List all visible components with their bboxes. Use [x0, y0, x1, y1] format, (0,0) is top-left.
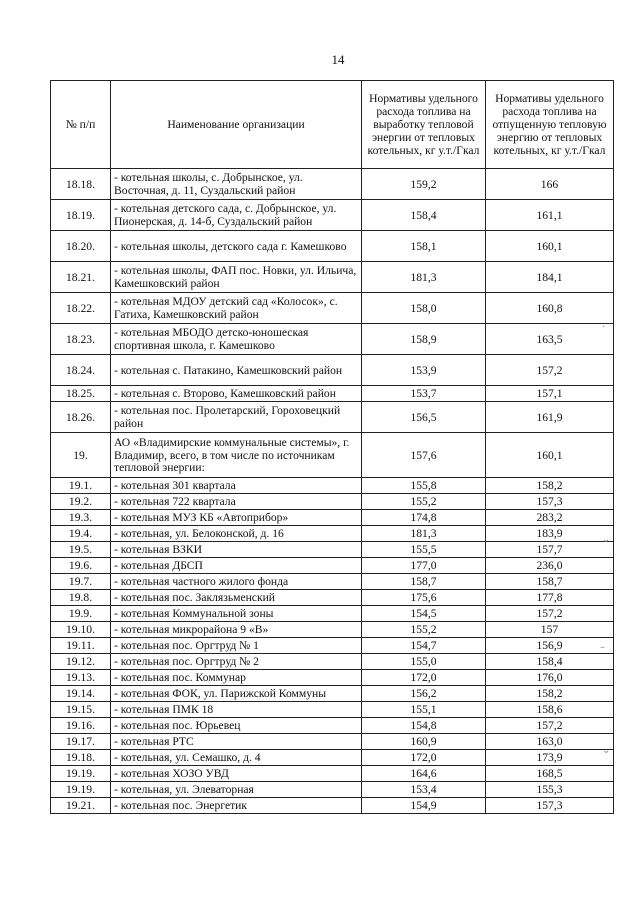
production-norm-value: 155,2	[362, 494, 486, 510]
organization-name: - котельная с. Второво, Камешковский район	[111, 386, 362, 402]
production-norm-value: 160,9	[362, 734, 486, 750]
released-norm-value: 157,2	[486, 606, 614, 622]
production-norm-value: 181,3	[362, 526, 486, 542]
organization-name: - котельная микрорайона 9 «В»	[111, 622, 362, 638]
production-norm-value: 175,6	[362, 590, 486, 606]
fuel-norms-table	[50, 80, 614, 814]
organization-name: - котельная детского сада, с. Добрынское, ул. Пионерская, д. 14-б, Суздальский район	[111, 200, 362, 231]
row-number: 19.1.	[51, 478, 111, 494]
organization-name: - котельная школы, детского сада г. Камешково	[111, 231, 362, 262]
row-number: 18.24.	[51, 355, 111, 386]
row-number: 19.18.	[51, 750, 111, 766]
released-norm-value: 160,1	[486, 433, 614, 478]
table-row	[51, 402, 614, 433]
organization-name: - котельная ДБСП	[111, 558, 362, 574]
organization-name: - котельная ВЗКИ	[111, 542, 362, 558]
header-production-norm: Нормативы удельного расхода топлива на выработку тепловой энергии от тепловых котельных, кг у.т./Гкал	[362, 81, 486, 169]
row-number: 19.9.	[51, 606, 111, 622]
organization-name: - котельная пос. Оргтруд № 2	[111, 654, 362, 670]
released-norm-value: 160,1	[486, 231, 614, 262]
released-norm-value: 157,1	[486, 386, 614, 402]
production-norm-value: 158,4	[362, 200, 486, 231]
scan-mark: ⌄	[602, 745, 611, 756]
production-norm-value: 154,7	[362, 638, 486, 654]
released-norm-value: 176,0	[486, 670, 614, 686]
production-norm-value: 158,0	[362, 293, 486, 324]
organization-name: - котельная пос. Коммунар	[111, 670, 362, 686]
released-norm-value: 155,3	[486, 782, 614, 798]
row-number: 18.19.	[51, 200, 111, 231]
table-row	[51, 654, 614, 670]
released-norm-value: 183,9	[486, 526, 614, 542]
table-row	[51, 355, 614, 386]
released-norm-value: 156,9	[486, 638, 614, 654]
organization-name: - котельная пос. Оргтруд № 1	[111, 638, 362, 654]
table-row	[51, 574, 614, 590]
released-norm-value: 157,3	[486, 798, 614, 814]
organization-name: - котельная 722 квартала	[111, 494, 362, 510]
released-norm-value: 166	[486, 169, 614, 200]
row-number: 18.26.	[51, 402, 111, 433]
row-number: 19.17.	[51, 734, 111, 750]
production-norm-value: 153,4	[362, 782, 486, 798]
organization-name: - котельная школы, ФАП пос. Новки, ул. Ильича, Камешковский район	[111, 262, 362, 293]
row-number: 19.2.	[51, 494, 111, 510]
table-row	[51, 622, 614, 638]
table-row	[51, 200, 614, 231]
row-number: 18.20.	[51, 231, 111, 262]
table-row	[51, 433, 614, 478]
row-number: 19.19.	[51, 766, 111, 782]
row-number: 19.11.	[51, 638, 111, 654]
table-row	[51, 734, 614, 750]
production-norm-value: 155,2	[362, 622, 486, 638]
table-row	[51, 293, 614, 324]
table-row	[51, 638, 614, 654]
production-norm-value: 155,0	[362, 654, 486, 670]
production-norm-value: 158,9	[362, 324, 486, 355]
page-number: 14	[331, 52, 345, 67]
row-number: 18.21.	[51, 262, 111, 293]
organization-name: - котельная МУЗ КБ «Автоприбор»	[111, 510, 362, 526]
organization-name: - котельная пос. Пролетарский, Гороховецкий район	[111, 402, 362, 433]
production-norm-value: 159,2	[362, 169, 486, 200]
production-norm-value: 154,9	[362, 798, 486, 814]
table-row	[51, 606, 614, 622]
organization-name: - котельная пос. Заклязьменский	[111, 590, 362, 606]
released-norm-value: 157,2	[486, 355, 614, 386]
organization-name: - котельная ФОК, ул. Парижской Коммуны	[111, 686, 362, 702]
table-row	[51, 510, 614, 526]
row-number: 19.16.	[51, 718, 111, 734]
production-norm-value: 158,7	[362, 574, 486, 590]
table-row	[51, 590, 614, 606]
production-norm-value: 153,7	[362, 386, 486, 402]
organization-name: - котельная 301 квартала	[111, 478, 362, 494]
organization-name: - котельная МДОУ детский сад «Колосок», с. Гатиха, Камешковский район	[111, 293, 362, 324]
row-number: 19.5.	[51, 542, 111, 558]
row-number: 19.15.	[51, 702, 111, 718]
released-norm-value: 158,2	[486, 686, 614, 702]
organization-name: АО «Владимирские коммунальные системы», г. Владимир, всего, в том числе по источникам тепловой энергии:	[111, 433, 362, 478]
released-norm-value: 236,0	[486, 558, 614, 574]
scan-mark: –	[600, 642, 605, 653]
organization-name: - котельная с. Патакино, Камешковский район	[111, 355, 362, 386]
table-row	[51, 542, 614, 558]
table-row	[51, 324, 614, 355]
row-number: 19.12.	[51, 654, 111, 670]
scan-mark: ·	[602, 322, 606, 333]
header-released-norm: Нормативы удельного расхода топлива на отпущенную тепловую энергию от тепловых котельных, кг у.т./Гкал	[486, 81, 614, 169]
table-row	[51, 558, 614, 574]
row-number: 19.	[51, 433, 111, 478]
row-number: 19.4.	[51, 526, 111, 542]
organization-name: - котельная пос. Энергетик	[111, 798, 362, 814]
organization-name: - котельная Коммунальной зоны	[111, 606, 362, 622]
production-norm-value: 164,6	[362, 766, 486, 782]
organization-name: - котельная школы, с. Добрынское, ул. Восточная, д. 11, Суздальский район	[111, 169, 362, 200]
table-row	[51, 782, 614, 798]
table-body	[51, 169, 614, 814]
released-norm-value: 160,8	[486, 293, 614, 324]
released-norm-value: 157,2	[486, 718, 614, 734]
organization-name: - котельная ХОЗО УВД	[111, 766, 362, 782]
table-row	[51, 686, 614, 702]
released-norm-value: 163,5	[486, 324, 614, 355]
released-norm-value: 158,7	[486, 574, 614, 590]
production-norm-value: 177,0	[362, 558, 486, 574]
table-header-row	[51, 81, 614, 169]
production-norm-value: 153,9	[362, 355, 486, 386]
row-number: 19.14.	[51, 686, 111, 702]
production-norm-value: 156,5	[362, 402, 486, 433]
header-name: Наименование организации	[111, 81, 362, 169]
released-norm-value: 184,1	[486, 262, 614, 293]
released-norm-value: 157	[486, 622, 614, 638]
table-row	[51, 718, 614, 734]
production-norm-value: 157,6	[362, 433, 486, 478]
released-norm-value: 163,0	[486, 734, 614, 750]
released-norm-value: 173,9	[486, 750, 614, 766]
production-norm-value: 155,5	[362, 542, 486, 558]
organization-name: - котельная, ул. Белоконской, д. 16	[111, 526, 362, 542]
organization-name: - котельная РТС	[111, 734, 362, 750]
organization-name: - котельная пос. Юрьевец	[111, 718, 362, 734]
row-number: 19.19.	[51, 782, 111, 798]
production-norm-value: 156,2	[362, 686, 486, 702]
organization-name: - котельная частного жилого фонда	[111, 574, 362, 590]
row-number: 19.3.	[51, 510, 111, 526]
released-norm-value: 157,7	[486, 542, 614, 558]
table-row	[51, 526, 614, 542]
table-row	[51, 478, 614, 494]
released-norm-value: 168,5	[486, 766, 614, 782]
table-row	[51, 494, 614, 510]
production-norm-value: 154,8	[362, 718, 486, 734]
row-number: 18.23.	[51, 324, 111, 355]
production-norm-value: 181,3	[362, 262, 486, 293]
released-norm-value: 177,8	[486, 590, 614, 606]
table-row	[51, 750, 614, 766]
table-row	[51, 670, 614, 686]
released-norm-value: 158,6	[486, 702, 614, 718]
row-number: 18.22.	[51, 293, 111, 324]
table-row	[51, 231, 614, 262]
row-number: 18.25.	[51, 386, 111, 402]
row-number: 18.18.	[51, 169, 111, 200]
released-norm-value: 158,2	[486, 478, 614, 494]
production-norm-value: 155,8	[362, 478, 486, 494]
production-norm-value: 155,1	[362, 702, 486, 718]
header-num: № п/п	[51, 81, 111, 169]
production-norm-value: 172,0	[362, 750, 486, 766]
organization-name: - котельная МБОДО детско-юношеская спортивная школа, г. Камешково	[111, 324, 362, 355]
table-row	[51, 262, 614, 293]
table-row	[51, 702, 614, 718]
row-number: 19.10.	[51, 622, 111, 638]
released-norm-value: 157,3	[486, 494, 614, 510]
released-norm-value: 158,4	[486, 654, 614, 670]
production-norm-value: 172,0	[362, 670, 486, 686]
row-number: 19.8.	[51, 590, 111, 606]
row-number: 19.6.	[51, 558, 111, 574]
row-number: 19.13.	[51, 670, 111, 686]
table-row	[51, 386, 614, 402]
production-norm-value: 158,1	[362, 231, 486, 262]
table-row	[51, 798, 614, 814]
table-row	[51, 169, 614, 200]
row-number: 19.7.	[51, 574, 111, 590]
released-norm-value: 161,1	[486, 200, 614, 231]
organization-name: - котельная, ул. Элеваторная	[111, 782, 362, 798]
released-norm-value: 161,9	[486, 402, 614, 433]
production-norm-value: 154,5	[362, 606, 486, 622]
table-row	[51, 766, 614, 782]
scan-mark: ⌄	[602, 534, 611, 545]
organization-name: - котельная ПМК 18	[111, 702, 362, 718]
production-norm-value: 174,8	[362, 510, 486, 526]
organization-name: - котельная, ул. Семашко, д. 4	[111, 750, 362, 766]
row-number: 19.21.	[51, 798, 111, 814]
released-norm-value: 283,2	[486, 510, 614, 526]
